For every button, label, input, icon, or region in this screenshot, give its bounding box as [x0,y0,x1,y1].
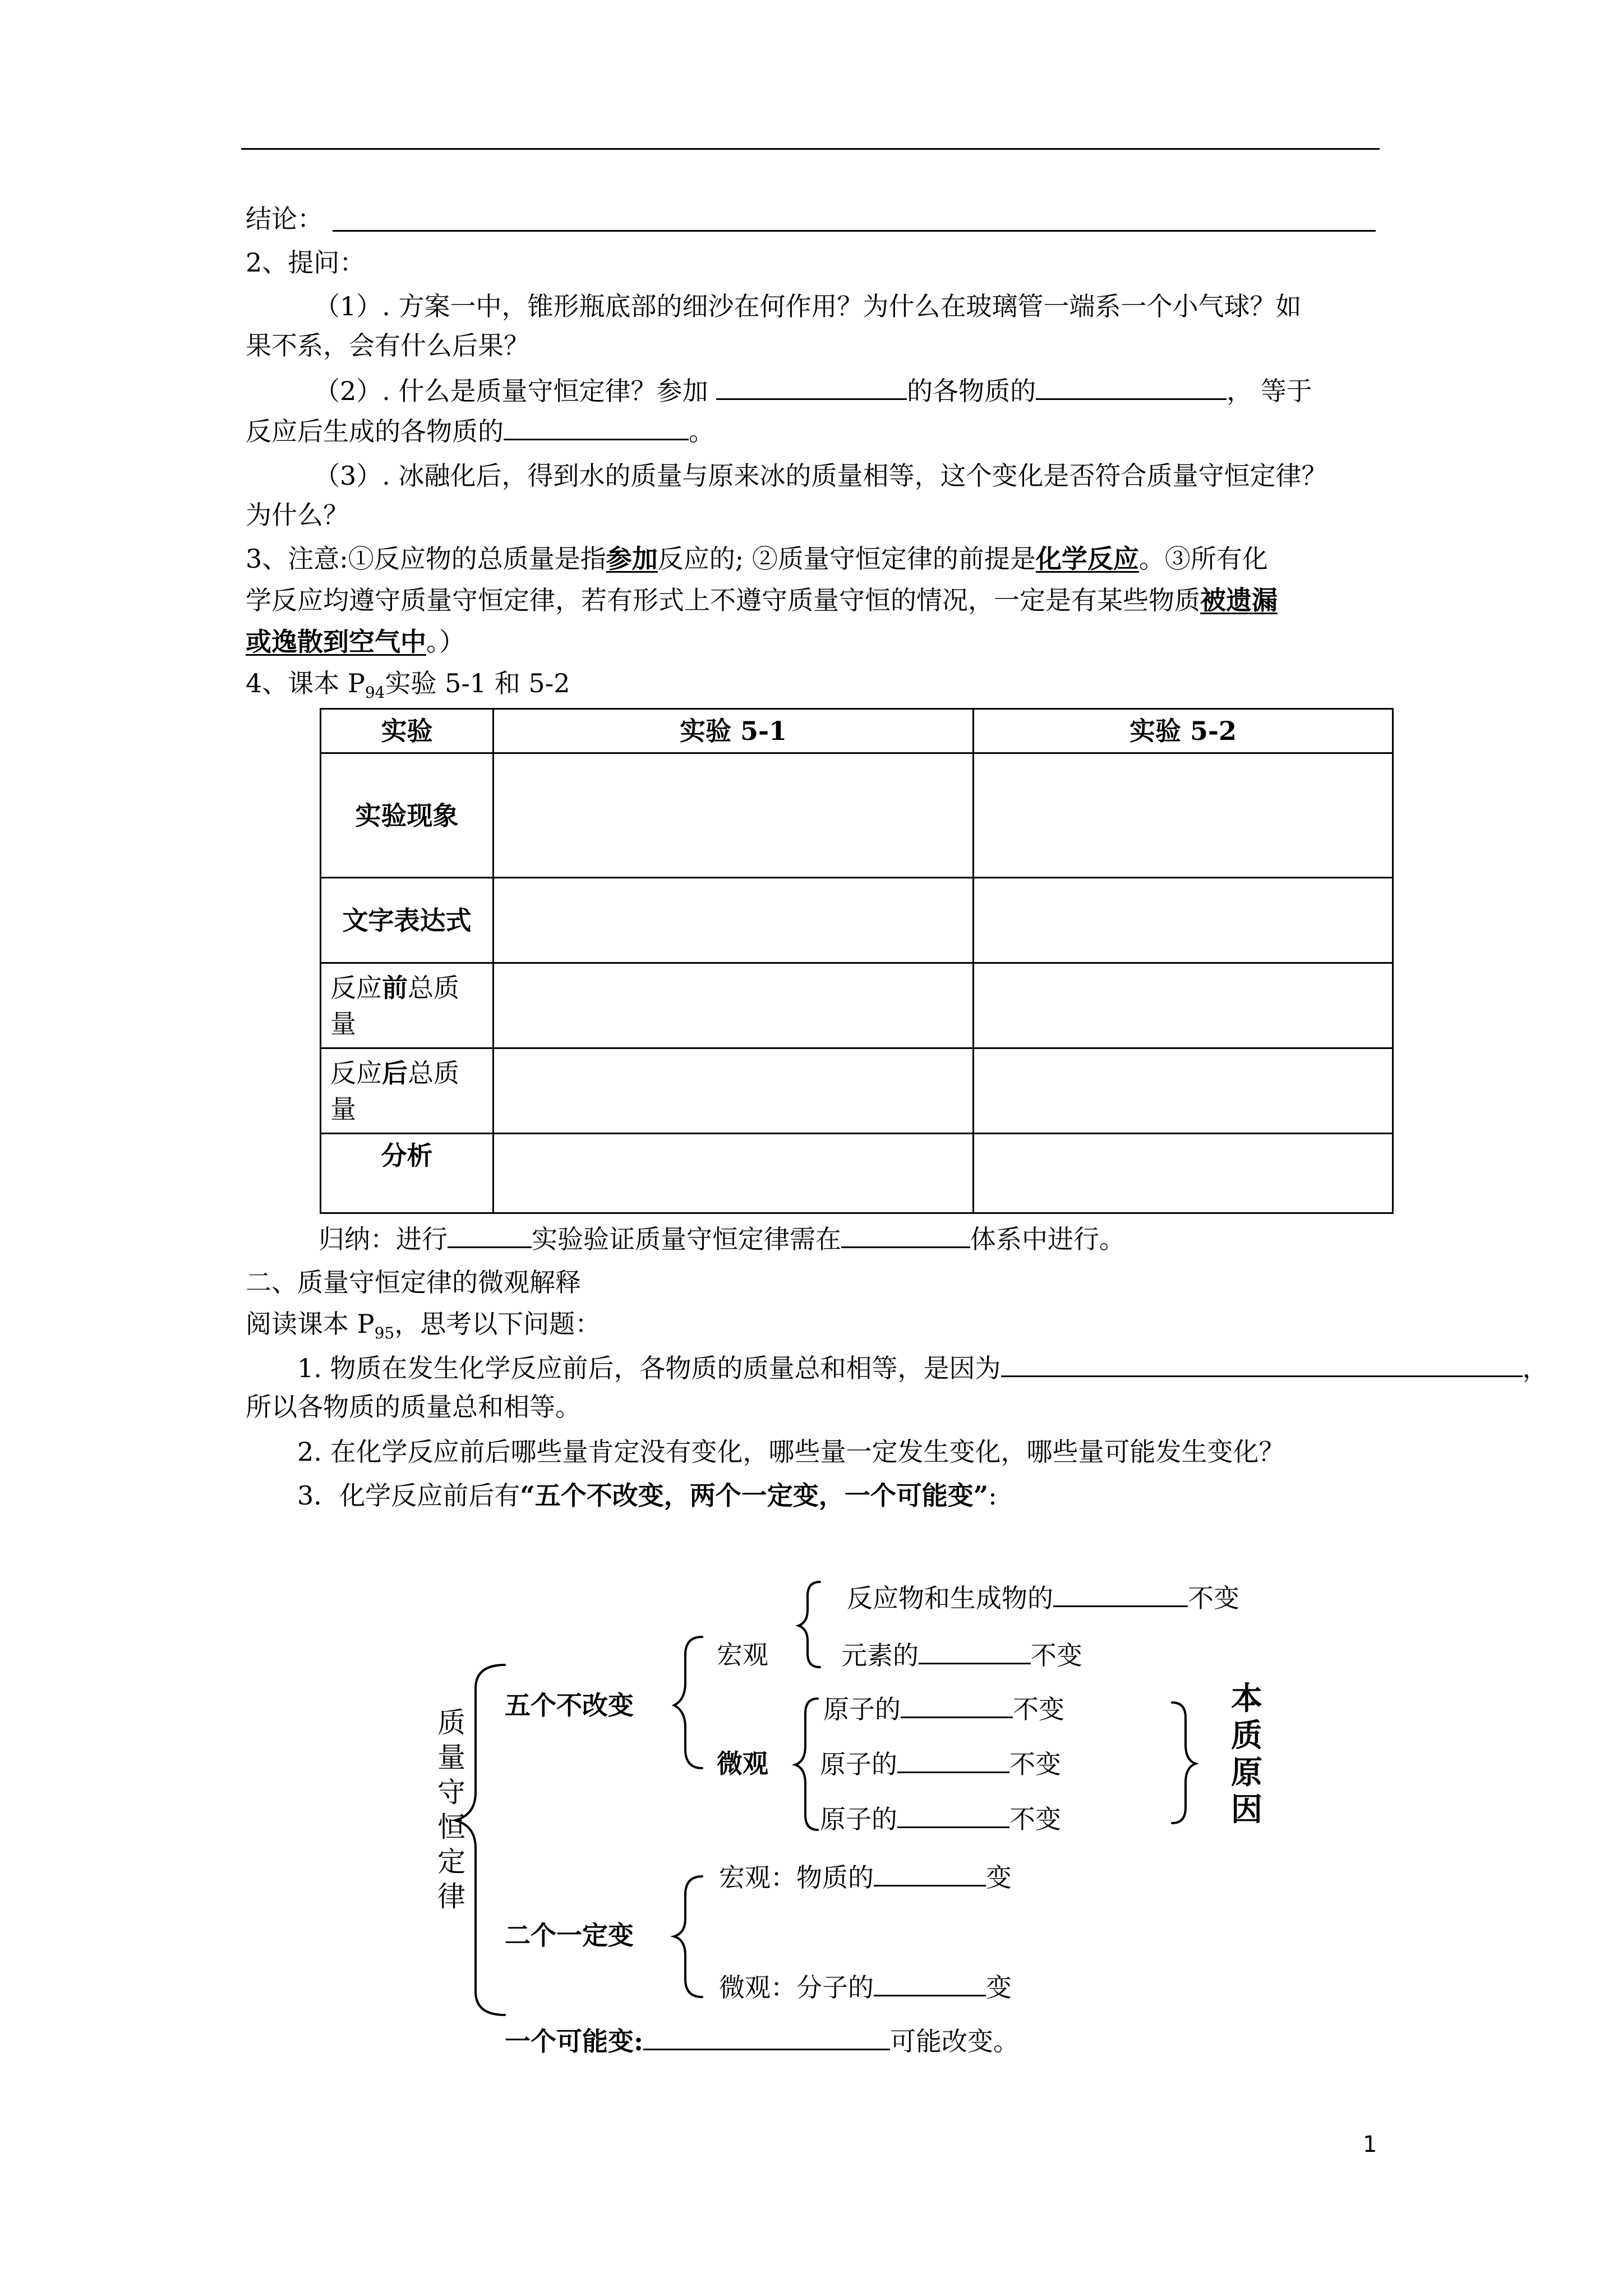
exp-title-text: 4、课本 P [246,668,365,698]
micro-item-blank[interactable] [897,1747,1009,1773]
one-maybe-blank[interactable] [643,2024,890,2050]
two-macro-end: 变 [986,1862,1012,1893]
essential-cause-brace [1172,1703,1196,1823]
s2-q3-colon: : [988,1480,997,1511]
s2-q3-text: 3．化学反应前后有 [297,1480,520,1511]
reading-page-sub: 95 [374,1324,395,1343]
cause-char: 原 [1231,1754,1262,1791]
conclusion-label: 结论： [246,204,323,234]
micro-item-3 [820,1802,1061,1836]
cause-char: 本 [1231,1680,1262,1717]
five-unchanged-brace [674,1637,702,1768]
cause-char: 因 [1231,1791,1262,1828]
cause-char: 质 [1231,1717,1262,1754]
note-text-5: 。） [426,627,465,657]
q2-text-2: 的各物质的 [907,376,1036,406]
row-label-word-equation: 文字表达式 [321,878,494,963]
summary-text-1: 归纳：进行 [319,1224,448,1254]
one-maybe-line [505,2024,1019,2058]
macro-item-1 [847,1581,1239,1615]
row-label-mass-after: 反应后总质量 [321,1048,494,1134]
question-1-line-1: （1）. 方案一中，锥形瓶底部的细沙在何作用？为什么在玻璃管一端系一个小气球？如 [314,291,1302,321]
macro-item-2-end: 不变 [1031,1640,1082,1671]
q2-text-3: ， 等于 [1227,376,1312,406]
two-micro-end: 变 [986,1972,1012,2003]
s2-question-1-line-2: 所以各物质的质量总和相等。 [246,1392,581,1422]
row-label-analysis: 分析 [321,1134,494,1213]
root-char: 质 [437,1706,465,1739]
root-char: 量 [437,1741,465,1774]
micro-label: 微观 [717,1749,768,1779]
macro-label: 宏观 [717,1640,768,1670]
diagram-root-title [432,1705,471,1914]
question-3-line-2: 为什么？ [246,500,349,530]
note-emph-participate: 参加 [606,544,658,574]
five-unchanged-label: 五个不改变 [505,1690,634,1720]
macro-item-1-text: 反应物和生成物的 [847,1583,1053,1613]
micro-item-text: 原子的 [820,1749,897,1779]
s2-q3-emph: “五个不改变，两个一定变，一个可能变” [520,1480,989,1511]
one-maybe-label: 一个可能变: [505,2026,643,2056]
root-char: 恒 [437,1811,465,1843]
note-emph-chemical-reaction: 化学反应 [1035,544,1139,574]
note-emph-omitted: 被遗漏 [1200,585,1278,615]
two-change-brace [674,1876,702,1997]
exp-title-page-sub: 94 [365,683,385,702]
micro-item-text: 原子的 [823,1694,901,1724]
macro-item-1-end: 不变 [1188,1583,1239,1613]
two-macro-blank[interactable] [874,1860,986,1887]
note-text-1: 3、注意:①反应物的总质量是指 [246,544,606,574]
exp-title-text-2: 实验 5-1 和 5-2 [385,668,570,698]
two-micro-item [719,1970,1012,2004]
summary-text-2: 实验验证质量守恒定律需在 [532,1224,841,1254]
two-change-label: 二个一定变 [505,1920,634,1950]
row-label-phenomenon: 实验现象 [321,753,494,878]
table-header-exp-5-1: 实验 5-1 [494,709,974,753]
micro-brace [795,1699,818,1830]
micro-item-2 [820,1747,1061,1781]
q2-text-1: （2）. 什么是质量守恒定律？参加 [314,376,717,406]
micro-item-end: 不变 [1013,1694,1064,1724]
micro-item-blank[interactable] [901,1692,1013,1718]
page-number: 1 [1363,2132,1377,2157]
section-2-title: 二、质量守恒定律的微观解释 [246,1267,581,1297]
reading-text-1: 阅读课本 P [246,1309,375,1339]
q2-period: 。 [689,416,714,447]
s2-q1-text: 1. 物质在发生化学反应前后，各物质的质量总和相等，是因为 [297,1353,1001,1383]
macro-item-2 [841,1638,1082,1672]
macro-item-1-blank[interactable] [1053,1581,1188,1607]
reading-text-2: ，思考以下问题： [394,1309,601,1339]
two-micro-text: 微观：分子的 [719,1972,874,2003]
row-label-mass-before: 反应前总质量 [321,963,494,1048]
one-maybe-end: 可能改变。 [889,2026,1019,2056]
micro-item-blank[interactable] [897,1802,1009,1828]
micro-item-end: 不变 [1009,1749,1061,1779]
note-text-2: 反应的; ②质量守恒定律的前提是 [657,544,1036,574]
micro-item-end: 不变 [1009,1804,1061,1834]
table-header-exp-5-2: 实验 5-2 [974,709,1393,753]
question-header: 2、提问： [246,247,366,278]
table-header-experiment: 实验 [321,709,494,753]
two-micro-blank[interactable] [874,1970,986,1996]
micro-item-1 [823,1692,1064,1726]
two-macro-item [719,1860,1012,1894]
micro-item-text: 原子的 [820,1804,897,1834]
root-char: 守 [437,1776,465,1809]
note-text-4: 学反应均遵守质量守恒定律，若有形式上不遵守质量守恒的情况，一定是有某些物质 [246,585,1200,615]
root-char: 定 [437,1846,465,1878]
essential-cause-label [1227,1680,1266,1828]
summary-text-3: 体系中进行。 [970,1224,1125,1254]
q2-text-4: 反应后生成的各物质的 [246,416,504,447]
macro-brace [799,1582,820,1667]
s2-q1-comma: ， [1522,1353,1548,1383]
question-1-line-2: 果不系，会有什么后果？ [246,330,529,361]
note-text-3: 。③所有化 [1138,544,1268,574]
note-emph-escaped: 或逸散到空气中 [246,627,426,657]
macro-item-2-blank[interactable] [919,1638,1031,1664]
macro-item-2-text: 元素的 [841,1640,919,1671]
question-3-line-1: （3）. 冰融化后，得到水的质量与原来冰的质量相等，这个变化是否符合质量守恒定律？ [314,461,1327,491]
root-char: 律 [437,1880,465,1913]
s2-question-2: 2. 在化学反应前后哪些量肯定没有变化，哪些量一定发生变化，哪些量可能发生变化？ [297,1437,1285,1467]
two-macro-text: 宏观：物质的 [719,1862,874,1893]
